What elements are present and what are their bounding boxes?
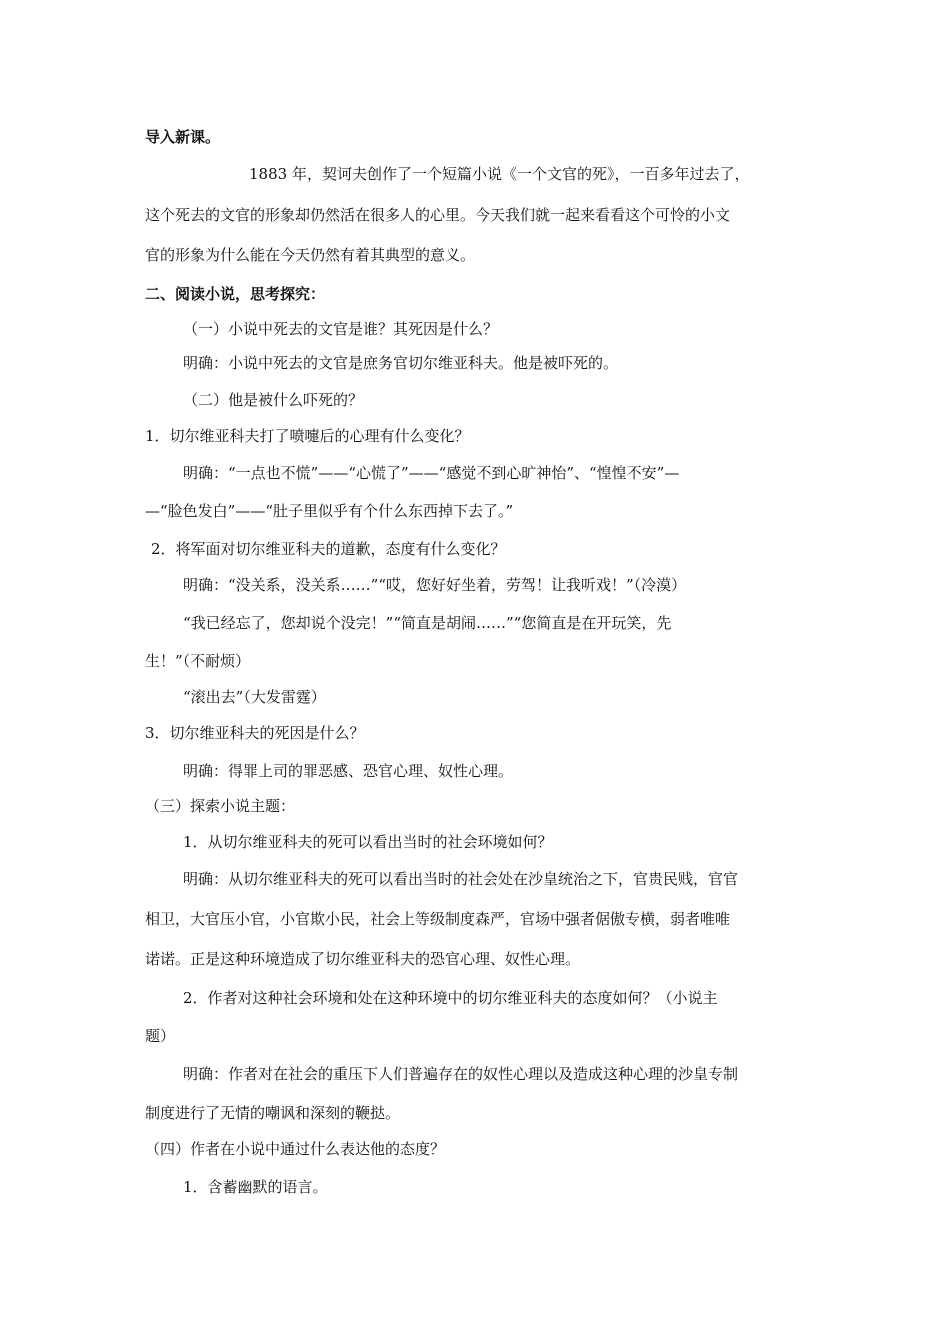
heading-reading: 二、阅读小说，思考探究： (145, 285, 326, 303)
sub-answer-2-line: “滚出去”（大发雷霆） (183, 688, 326, 706)
intro-paragraph-line: 官的形象为什么能在今天仍然有着其典型的意义。 (145, 246, 476, 264)
sub-question-2: 2．将军面对切尔维亚科夫的道歉，态度有什么变化？ (151, 540, 506, 558)
sub-question-3: 3．切尔维亚科夫的死因是什么？ (145, 724, 365, 742)
theme-question-2-line: 2．作者对这种社会环境和处在这种环境中的切尔维亚科夫的态度如何？（小说主 (183, 989, 718, 1007)
theme-answer-2-line: 制度进行了无情的嘲讽和深刻的鞭挞。 (145, 1104, 401, 1122)
question-2: （二）他是被什么吓死的？ (183, 391, 364, 409)
sub-answer-2-line: 生！”（不耐烦） (145, 652, 251, 670)
question-1: （一）小说中死去的文官是谁？其死因是什么？ (183, 320, 499, 338)
heading-intro: 导入新课。 (145, 128, 221, 146)
answer-1: 明确：小说中死去的文官是庶务官切尔维亚科夫。他是被吓死的。 (183, 354, 619, 372)
theme-question-2-line: 题） (145, 1027, 176, 1045)
intro-paragraph-line: 1883 年，契诃夫创作了一个短篇小说《一个文官的死》，一百多年过去了， (249, 165, 750, 183)
sub-answer-2-line: 明确：“没关系，没关系……”“哎，您好好坐着，劳驾！让我听戏！”（冷漠） (183, 576, 687, 594)
question-3: （三）探索小说主题： (145, 797, 296, 815)
question-4: （四）作者在小说中通过什么表达他的态度？ (145, 1140, 446, 1158)
technique-item-1: 1．含蓄幽默的语言。 (183, 1178, 328, 1196)
sub-question-1: 1．切尔维亚科夫打了喷嚏后的心理有什么变化？ (145, 427, 470, 445)
theme-answer-1-line: 相卫，大官压小官，小官欺小民，社会上等级制度森严，官场中强者倨傲专横，弱者唯唯 (145, 910, 731, 928)
intro-paragraph-line: 这个死去的文官的形象却仍然活在很多人的心里。今天我们就一起来看看这个可怜的小文 (145, 206, 731, 224)
theme-answer-1-line: 诺诺。正是这种环境造成了切尔维亚科夫的恐官心理、奴性心理。 (145, 950, 581, 968)
theme-question-1: 1．从切尔维亚科夫的死可以看出当时的社会环境如何？ (183, 833, 553, 851)
sub-answer-2-line: “我已经忘了，您却说个没完！”“简直是胡闹……”“您简直是在开玩笑，先 (183, 614, 672, 632)
sub-answer-1-line: —“脸色发白”——“肚子里似乎有个什么东西掉下去了。” (145, 502, 514, 520)
theme-answer-1-line: 明确：从切尔维亚科夫的死可以看出当时的社会处在沙皇统治之下，官贵民贱，官官 (183, 870, 739, 888)
sub-answer-1-line: 明确：“一点也不慌”——“心慌了”——“感觉不到心旷神怡”、“惶惶不安”— (183, 464, 680, 482)
sub-answer-3: 明确：得罪上司的罪恶感、恐官心理、奴性心理。 (183, 762, 514, 780)
theme-answer-2-line: 明确：作者对在社会的重压下人们普遍存在的奴性心理以及造成这种心理的沙皇专制 (183, 1065, 739, 1083)
